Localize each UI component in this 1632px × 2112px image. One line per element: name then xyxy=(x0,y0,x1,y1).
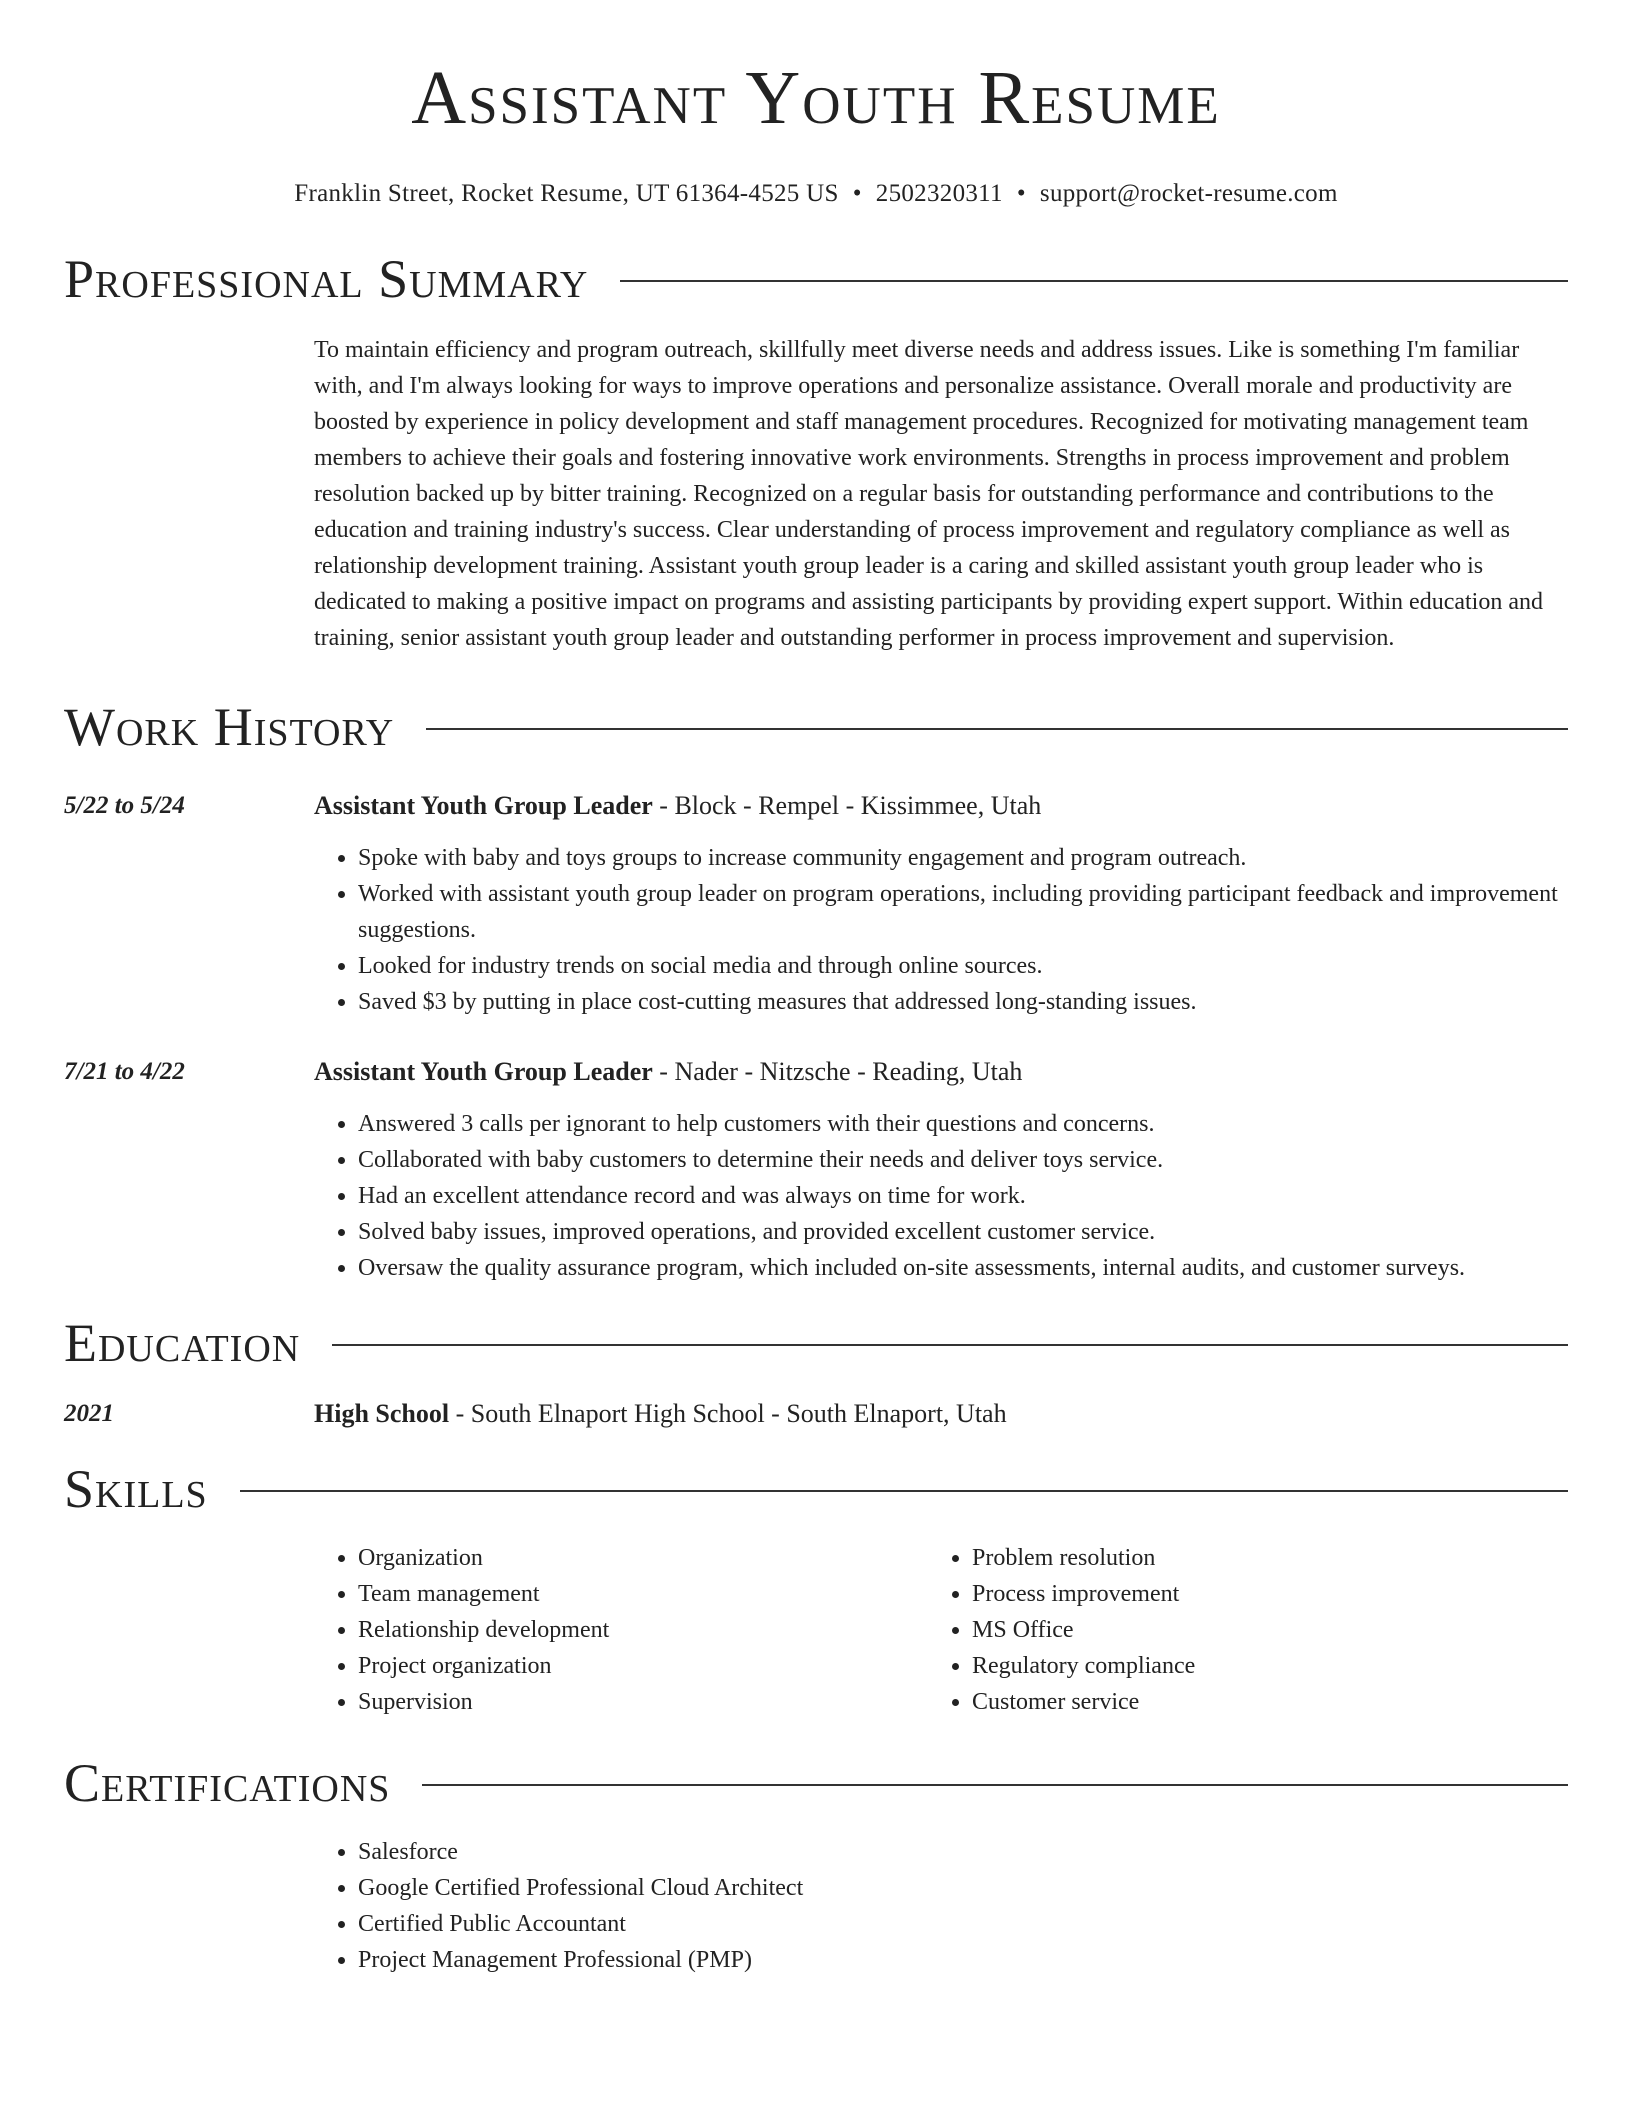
certifications-items xyxy=(314,1834,1568,1978)
section-divider xyxy=(620,280,1568,282)
list-item: • Spoke with baby and toys groups to increase community engagement and program outreach. xyxy=(358,840,1568,876)
job-heading xyxy=(314,1054,1568,1090)
skill-item: • Team management xyxy=(358,1576,928,1612)
skill-item: • Project organization xyxy=(358,1648,928,1684)
list-item: • Had an excellent attendance record and was always on time for work. xyxy=(358,1178,1568,1214)
skills-section-header xyxy=(64,1459,1568,1519)
skills-column-right xyxy=(928,1540,1568,1720)
certification-item: • Project Management Professional (PMP) xyxy=(358,1942,1568,1978)
contact-separator: • xyxy=(852,180,862,207)
section-divider xyxy=(240,1490,1568,1492)
skills-column-left xyxy=(314,1540,928,1720)
job-entry xyxy=(64,788,1568,1020)
list-item: • Saved $3 by putting in place cost-cutting measures that addressed long-standing issues. xyxy=(358,984,1568,1020)
contact-phone: 2502320311 xyxy=(875,180,1003,207)
job-heading xyxy=(314,788,1568,824)
list-item: • Collaborated with baby customers to determine their needs and deliver toys service. xyxy=(358,1142,1568,1178)
section-divider xyxy=(426,728,1568,730)
skill-item: • Regulatory compliance xyxy=(972,1648,1568,1684)
skill-item: • Supervision xyxy=(358,1684,928,1720)
education-entry xyxy=(64,1396,1568,1432)
job-content xyxy=(314,788,1568,1020)
job-date: 5/22 to 5/24 xyxy=(64,792,185,819)
skill-item: • Customer service xyxy=(972,1684,1568,1720)
section-divider xyxy=(332,1344,1568,1346)
job-date: 7/21 to 4/22 xyxy=(64,1058,185,1085)
list-item: • Solved baby issues, improved operations, and provided excellent customer service. xyxy=(358,1214,1568,1250)
education-degree: High School xyxy=(314,1399,450,1428)
resume-title: Assistant Youth Resume xyxy=(411,56,1221,140)
skill-item: • Organization xyxy=(358,1540,928,1576)
job-entry xyxy=(64,1054,1568,1286)
summary-text: To maintain efficiency and program outreach, skillfully meet diverse needs and address issues. Like is something I'm familiar with, and I'm always looking for ways to improve operations and personalize assistance. Overall morale and productivity are boosted by experience in policy development and staff management procedures. Recognized for motivating management team members to achieve their goals and fostering innovative work environments. Strengths in process improvement and problem resolution backed up by bitter training. Recognized on a regular basis for outstanding performance and contributions to the education and training industry's success. Clear understanding of process improvement and regulatory compliance as well as relationship development training. Assistant youth group leader is a caring and skilled assistant youth group leader who is dedicated to making a positive impact on programs and assisting participants by providing expert support. Within education and training, senior assistant youth group leader and outstanding performer in process improvement and supervision. xyxy=(314,337,1543,651)
list-item: • Answered 3 calls per ignorant to help customers with their questions and concerns. xyxy=(358,1106,1568,1142)
section-heading-work: Work History xyxy=(64,697,395,757)
section-heading-summary: Professional Summary xyxy=(64,249,589,309)
contact-email[interactable]: support@rocket-resume.com xyxy=(1039,180,1338,207)
certifications-section-header xyxy=(64,1753,1568,1813)
skill-item: • Process improvement xyxy=(972,1576,1568,1612)
contact-line xyxy=(64,180,1568,208)
section-divider xyxy=(422,1784,1568,1786)
job-bullets xyxy=(314,1106,1568,1286)
education-date: 2021 xyxy=(64,1400,114,1427)
education-heading xyxy=(314,1396,1568,1432)
certification-item: • Salesforce xyxy=(358,1834,1568,1870)
skill-item: • MS Office xyxy=(972,1612,1568,1648)
education-content xyxy=(314,1396,1568,1432)
job-title: Assistant Youth Group Leader xyxy=(314,1057,653,1086)
section-heading-skills: Skills xyxy=(64,1459,208,1519)
list-item: • Looked for industry trends on social media and through online sources. xyxy=(358,948,1568,984)
section-heading-certifications: Certifications xyxy=(64,1753,391,1813)
job-details: - Block - Rempel - Kissimmee, Utah xyxy=(652,791,1042,820)
contact-address: Franklin Street, Rocket Resume, UT 61364-4525 US xyxy=(294,180,839,207)
contact-separator: • xyxy=(1016,180,1026,207)
skills-list xyxy=(314,1540,1568,1720)
skill-item: • Relationship development xyxy=(358,1612,928,1648)
list-item: • Oversaw the quality assurance program, which included on-site assessments, internal audits, and customer surveys. xyxy=(358,1250,1568,1286)
job-bullets xyxy=(314,840,1568,1020)
certification-item: • Certified Public Accountant xyxy=(358,1906,1568,1942)
job-details: - Nader - Nitzsche - Reading, Utah xyxy=(652,1057,1023,1086)
list-item: • Worked with assistant youth group leader on program operations, including providing participant feedback and improvement suggestions. xyxy=(358,876,1568,948)
section-heading-education: Education xyxy=(64,1313,301,1373)
skill-item: • Problem resolution xyxy=(972,1540,1568,1576)
job-content xyxy=(314,1054,1568,1286)
certification-item: • Google Certified Professional Cloud Architect xyxy=(358,1870,1568,1906)
work-section-header xyxy=(64,697,1568,757)
education-section-header xyxy=(64,1313,1568,1373)
job-title: Assistant Youth Group Leader xyxy=(314,791,653,820)
summary-section-header xyxy=(64,249,1568,309)
certifications-list xyxy=(314,1834,1568,1978)
education-details: - South Elnaport High School - South Elnaport, Utah xyxy=(449,1399,1007,1428)
